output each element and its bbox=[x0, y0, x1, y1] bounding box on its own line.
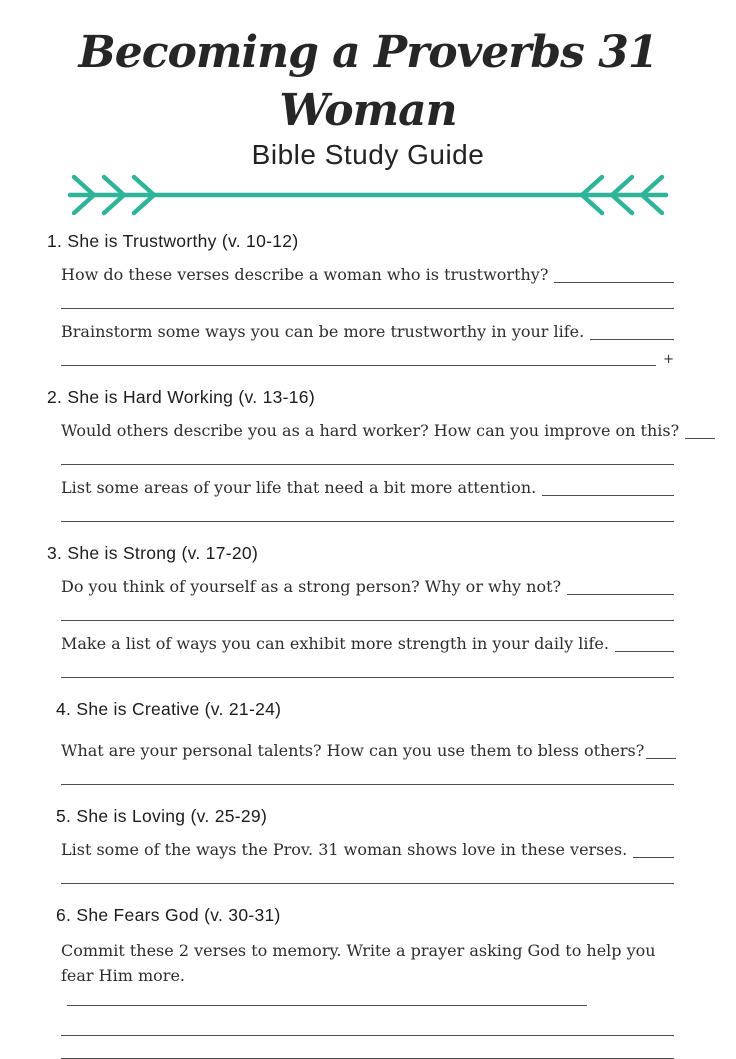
section-heading: 1. She is Trustworthy (v. 10-12) bbox=[47, 231, 299, 251]
plus-mark: + bbox=[663, 352, 674, 367]
question-text: What are your personal talents? How can you use them to bless others? bbox=[61, 741, 645, 760]
answer-line bbox=[61, 442, 674, 465]
section-heading: 4. She is Creative (v. 21-24) bbox=[56, 699, 282, 719]
question-text: Commit these 2 verses to memory. Write a prayer asking God to help you fear Him more. bbox=[61, 941, 656, 985]
question-text: How do these verses describe a woman who is trustworthy? bbox=[61, 265, 549, 284]
divider-arrow-icon bbox=[0, 172, 736, 218]
question-text: Would others describe you as a hard worker? How can you improve on this? bbox=[61, 421, 680, 440]
question-text: Make a list of ways you can exhibit more strength in your daily life. bbox=[61, 634, 609, 653]
question-row bbox=[61, 576, 674, 598]
answer-blank-inline bbox=[67, 989, 587, 1006]
answer-blank-inline bbox=[646, 758, 676, 759]
question-row bbox=[61, 938, 674, 1013]
section-hard-working bbox=[47, 386, 680, 522]
answer-blank-inline bbox=[590, 339, 674, 340]
question-row bbox=[61, 740, 674, 762]
answer-line-row bbox=[61, 343, 674, 366]
answer-line bbox=[61, 1036, 674, 1059]
question-text: List some of the ways the Prov. 31 woman shows love in these verses. bbox=[61, 840, 628, 859]
answer-line bbox=[61, 861, 674, 884]
answer-blank-inline bbox=[542, 495, 674, 496]
answer-line bbox=[61, 499, 674, 522]
worksheet-header bbox=[0, 0, 736, 218]
answer-blank-inline bbox=[685, 438, 715, 439]
worksheet-content bbox=[0, 218, 736, 1059]
question-row bbox=[61, 420, 680, 442]
answer-line bbox=[61, 655, 674, 678]
section-heading: 2. She is Hard Working (v. 13-16) bbox=[47, 387, 315, 407]
page-title: Becoming a Proverbs 31 Woman bbox=[78, 27, 658, 136]
answer-blank-inline bbox=[633, 857, 674, 858]
section-fears-god bbox=[47, 904, 674, 1059]
answer-line bbox=[61, 343, 656, 366]
section-creative bbox=[47, 698, 674, 785]
section-loving bbox=[47, 805, 674, 884]
question-row bbox=[61, 477, 674, 499]
section-heading: 6. She Fears God (v. 30-31) bbox=[56, 905, 281, 925]
question-row bbox=[61, 839, 674, 861]
answer-line bbox=[61, 762, 674, 785]
answer-line bbox=[61, 1013, 674, 1036]
question-row bbox=[61, 264, 674, 286]
section-heading: 5. She is Loving (v. 25-29) bbox=[56, 806, 268, 826]
section-heading: 3. She is Strong (v. 17-20) bbox=[47, 543, 259, 563]
answer-line bbox=[61, 286, 674, 309]
question-row bbox=[61, 633, 674, 655]
answer-blank-inline bbox=[615, 651, 674, 652]
question-text: List some areas of your life that need a bit more attention. bbox=[61, 478, 537, 497]
section-trustworthy bbox=[47, 230, 674, 366]
question-text: Do you think of yourself as a strong person? Why or why not? bbox=[61, 577, 562, 596]
answer-blank-inline bbox=[554, 282, 674, 283]
section-strong bbox=[47, 542, 674, 678]
answer-blank-inline bbox=[567, 594, 674, 595]
question-row bbox=[61, 321, 674, 343]
question-text: Brainstorm some ways you can be more trustworthy in your life. bbox=[61, 322, 585, 341]
answer-line bbox=[61, 598, 674, 621]
page-subtitle: Bible Study Guide bbox=[251, 139, 485, 170]
